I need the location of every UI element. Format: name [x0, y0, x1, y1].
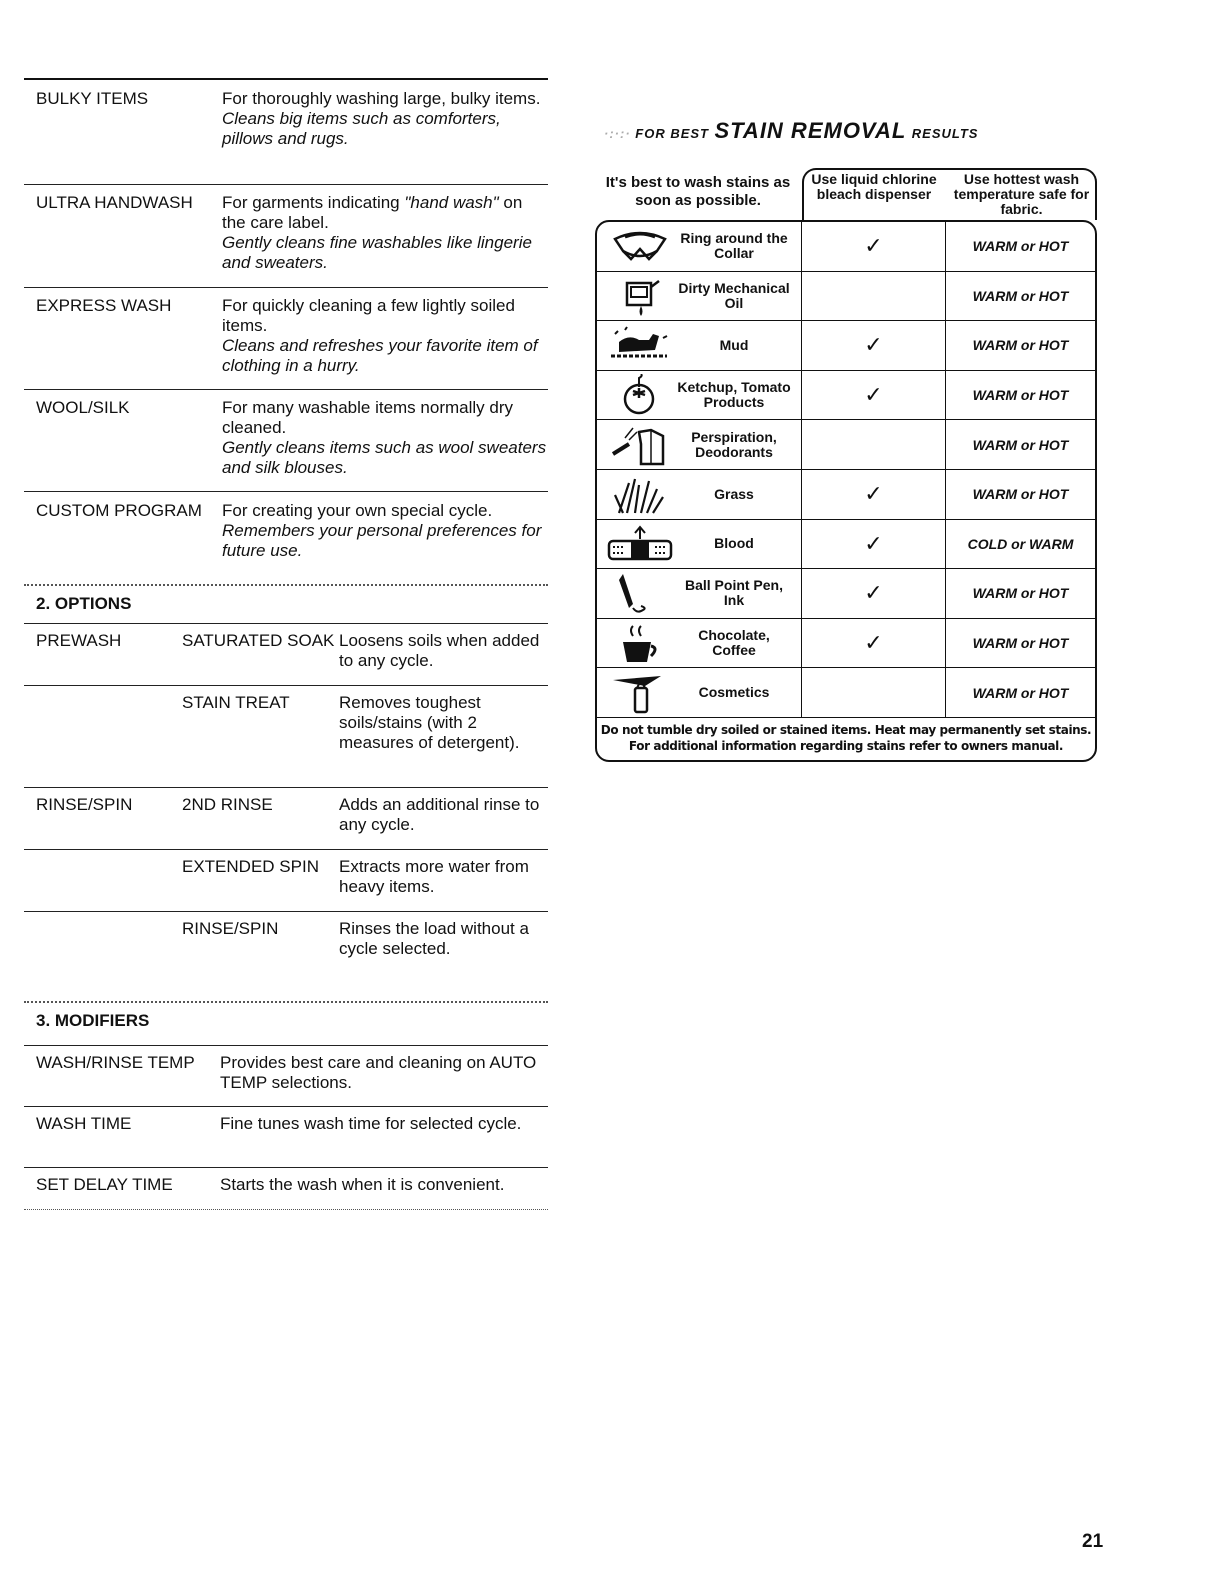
bleach-cell	[802, 520, 946, 569]
cycle-name: WOOL/SILK	[36, 398, 130, 417]
check-mark: ✓	[864, 630, 883, 656]
grass-icon	[605, 473, 675, 515]
stain-type-cell	[597, 272, 802, 321]
tomato-icon	[605, 374, 675, 416]
check-mark: ✓	[864, 332, 883, 358]
stain-row	[597, 420, 1095, 470]
section-heading-modifiers: 3. MODIFIERS	[36, 1011, 150, 1030]
stain-row	[597, 272, 1095, 322]
option-group: PREWASH	[36, 631, 122, 650]
stain-rows	[597, 222, 1095, 718]
cycle-note: Gently cleans fine washables like lingerie and sweaters.	[222, 233, 532, 272]
stain-table	[595, 220, 1097, 762]
stain-label: Blood	[714, 535, 754, 552]
modifier-name: WASH TIME	[36, 1114, 132, 1133]
cycle-name: EXPRESS WASH	[36, 296, 172, 315]
option-description: Rinses the load without a cycle selected.	[339, 919, 529, 958]
modifier-row	[24, 1168, 548, 1209]
cycle-guide	[24, 78, 548, 1210]
lipstick-icon	[605, 672, 675, 714]
cycle-description: For thoroughly washing large, bulky items. Cleans big items such as comforters, pillows and rugs.	[222, 89, 548, 184]
option-name: 2ND RINSE	[182, 795, 273, 814]
modifier-description: Fine tunes wash time for selected cycle.	[220, 1114, 522, 1133]
stain-row	[597, 569, 1095, 619]
modifier-name: WASH/RINSE TEMP	[36, 1053, 195, 1072]
temperature-cell: WARM or HOT	[972, 635, 1069, 652]
pen-icon	[605, 572, 675, 614]
option-row	[24, 850, 548, 911]
cycle-description: For many washable items normally dry cleaned. Gently cleans items such as wool sweaters and silk blouses.	[222, 398, 547, 477]
section-heading-options: 2. OPTIONS	[36, 594, 132, 613]
stain-type-cell	[597, 668, 802, 717]
cycle-description: For garments indicating "hand wash" on the care label. Gently cleans fine washables like lingerie and sweaters.	[222, 193, 548, 287]
stain-chart-title: ·:·:· FOR BEST STAIN REMOVAL RESULTS	[604, 118, 979, 143]
modifier-name: SET DELAY TIME	[36, 1175, 173, 1194]
option-description: Adds an additional rinse to any cycle.	[339, 795, 540, 834]
bleach-cell	[802, 371, 946, 420]
cycle-description: For quickly cleaning a few lightly soiled items. Cleans and refreshes your favorite item of clothing in a hurry.	[222, 296, 548, 389]
cycle-name: CUSTOM PROGRAM	[36, 501, 202, 520]
temperature-cell: WARM or HOT	[972, 486, 1069, 503]
bleach-cell	[802, 569, 946, 618]
modifier-row	[24, 1046, 548, 1106]
option-description: Loosens soils when added to any cycle.	[339, 631, 540, 670]
stain-label: Cosmetics	[698, 684, 770, 701]
option-row	[24, 912, 548, 1001]
stain-chart-note: Do not tumble dry soiled or stained items. Heat may permanently set stains. For additional information regarding stains refer to owners manual.	[600, 722, 1092, 753]
stain-type-cell	[597, 520, 802, 569]
bleach-cell	[802, 222, 946, 271]
option-row	[24, 686, 548, 787]
temperature-cell: WARM or HOT	[972, 287, 1069, 304]
option-description: Extracts more water from heavy items.	[339, 857, 529, 896]
option-group	[24, 919, 182, 1001]
cycle-row	[24, 80, 548, 184]
stain-type-cell	[597, 371, 802, 420]
stain-row	[597, 470, 1095, 520]
coffee-cup-icon	[605, 622, 675, 664]
cycle-row	[24, 288, 548, 389]
option-name: SATURATED SOAK	[182, 631, 335, 650]
option-group: RINSE/SPIN	[36, 795, 133, 814]
check-mark: ✓	[864, 530, 883, 556]
stain-label: Ketchup, Tomato Products	[677, 379, 791, 411]
option-name: EXTENDED SPIN	[182, 857, 319, 876]
cycle-row	[24, 492, 548, 584]
modifier-row	[24, 1107, 548, 1167]
cycle-description: For creating your own special cycle. Remembers your personal preferences for future use.	[222, 501, 548, 584]
cycle-note: Cleans and refreshes your favorite item of clothing in a hurry.	[222, 336, 538, 375]
stain-row	[597, 668, 1095, 718]
mud-boot-icon	[605, 324, 675, 366]
option-name: RINSE/SPIN	[182, 919, 279, 938]
stain-row	[597, 222, 1095, 272]
option-row	[24, 624, 548, 685]
bleach-cell	[802, 420, 946, 469]
option-description: Removes toughest soils/stains (with 2 measures of detergent).	[339, 693, 520, 752]
temperature-cell: WARM or HOT	[972, 337, 1069, 354]
bleach-cell	[802, 470, 946, 519]
temperature-cell: WARM or HOT	[972, 387, 1069, 404]
cycle-row	[24, 185, 548, 287]
collar-icon	[605, 225, 675, 267]
stain-label: Ring around the Collar	[680, 230, 788, 262]
check-mark: ✓	[864, 382, 883, 408]
stain-type-cell	[597, 619, 802, 668]
temperature-cell: WARM or HOT	[972, 436, 1069, 453]
stain-type-cell	[597, 321, 802, 370]
temperature-cell: WARM or HOT	[972, 238, 1069, 255]
column-header-bleach: Use liquid chlorine bleach dispenser	[811, 171, 937, 202]
stain-label: Perspiration, Deodorants	[691, 428, 777, 460]
check-mark: ✓	[864, 580, 883, 606]
bleach-cell	[802, 619, 946, 668]
bleach-cell	[802, 668, 946, 717]
cycle-name: ULTRA HANDWASH	[36, 193, 193, 212]
divider	[24, 1209, 548, 1210]
stain-type-cell	[597, 569, 802, 618]
stain-label: Mud	[719, 336, 749, 353]
shirt-spray-icon	[605, 424, 675, 466]
stain-label: Chocolate, Coffee	[698, 627, 770, 659]
stain-chart-intro: It's best to wash stains as soon as possible.	[605, 174, 791, 209]
check-mark: ✓	[864, 481, 883, 507]
bleach-cell	[802, 321, 946, 370]
stain-row	[597, 371, 1095, 421]
bleach-cell	[802, 272, 946, 321]
stain-label: Ball Point Pen, Ink	[684, 577, 783, 609]
modifier-description: Starts the wash when it is convenient.	[220, 1175, 505, 1194]
column-header-temperature: Use hottest wash temperature safe for fabric.	[953, 171, 1090, 217]
temperature-cell: WARM or HOT	[972, 585, 1069, 602]
stain-type-cell	[597, 470, 802, 519]
stain-row	[597, 520, 1095, 570]
check-mark: ✓	[864, 233, 883, 259]
option-group	[24, 857, 182, 911]
page-number: 21	[1082, 1531, 1104, 1552]
cycle-note: Gently cleans items such as wool sweaters and silk blouses.	[222, 438, 547, 477]
stain-type-cell	[597, 420, 802, 469]
temperature-cell: WARM or HOT	[972, 684, 1069, 701]
modifier-description: Provides best care and cleaning on AUTO TEMP selections.	[220, 1053, 537, 1092]
option-row	[24, 788, 548, 849]
cycle-note: Remembers your personal preferences for future use.	[222, 521, 542, 560]
option-group	[24, 693, 182, 787]
stain-row	[597, 619, 1095, 669]
option-name: STAIN TREAT	[182, 693, 290, 712]
stain-label: Dirty Mechanical Oil	[678, 279, 790, 311]
stain-row	[597, 321, 1095, 371]
cycle-row	[24, 390, 548, 491]
bandage-icon	[605, 523, 675, 565]
cycle-note: Cleans big items such as comforters, pillows and rugs.	[222, 109, 501, 148]
oil-can-icon	[605, 275, 675, 317]
temperature-cell: COLD or WARM	[967, 535, 1074, 552]
stain-label: Grass	[714, 485, 754, 502]
cycle-name: BULKY ITEMS	[36, 89, 149, 108]
stain-type-cell	[597, 222, 802, 271]
